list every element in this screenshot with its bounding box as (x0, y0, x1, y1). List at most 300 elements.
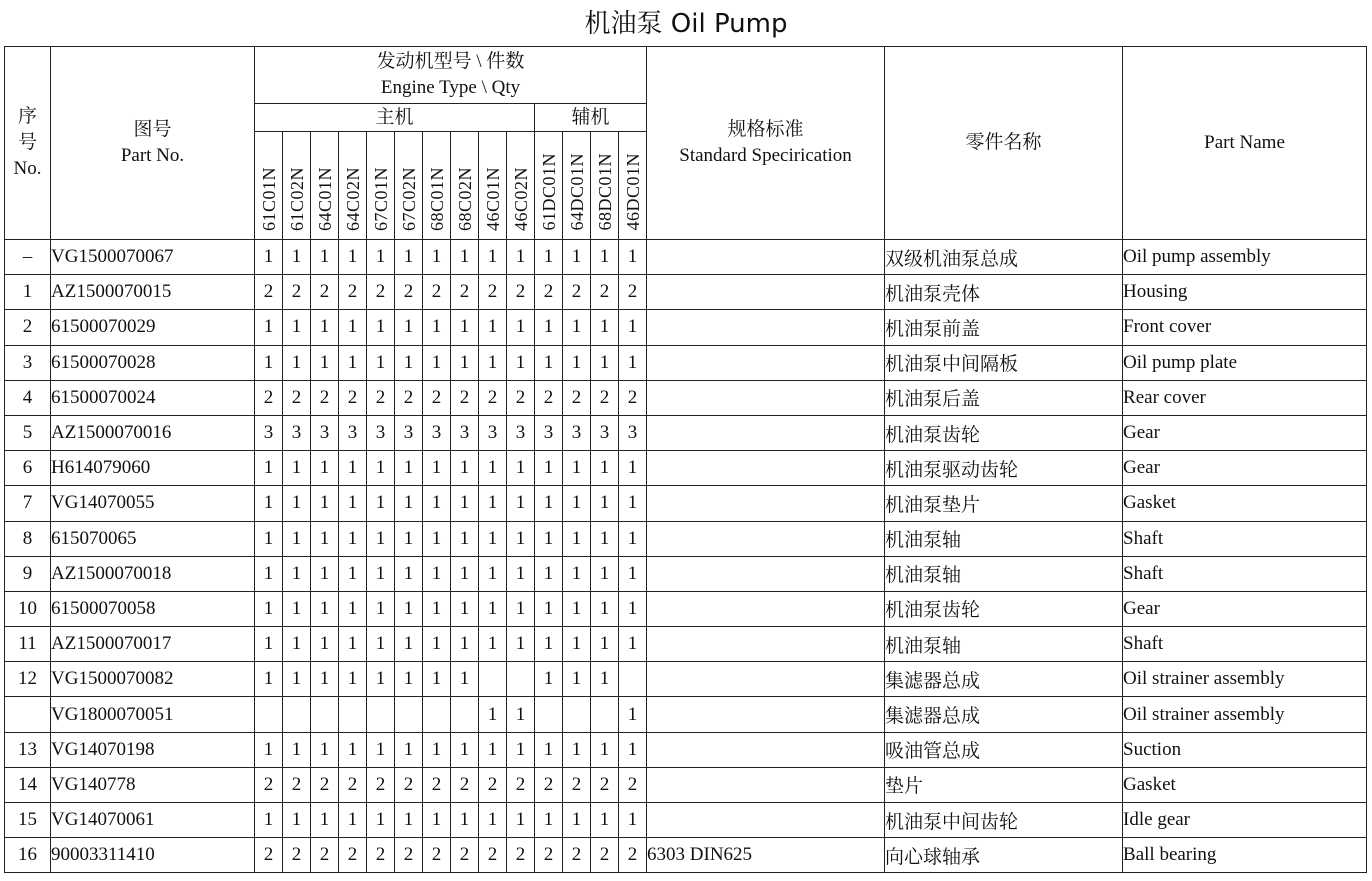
row-number: 12 (5, 662, 51, 697)
qty-cell: 2 (339, 380, 367, 415)
qty-cell: 1 (535, 591, 563, 626)
engine-type-header: 46C01N (479, 132, 507, 240)
qty-cell: 1 (339, 627, 367, 662)
part-number: AZ1500070017 (51, 627, 255, 662)
row-number (5, 697, 51, 732)
qty-cell: 2 (591, 275, 619, 310)
qty-cell: 1 (339, 662, 367, 697)
qty-cell: 1 (367, 486, 395, 521)
part-name-cn: 机油泵轴 (885, 521, 1123, 556)
qty-cell: 2 (423, 838, 451, 873)
qty-cell: 1 (367, 521, 395, 556)
qty-cell: 3 (367, 415, 395, 450)
qty-cell: 3 (563, 415, 591, 450)
part-number: AZ1500070018 (51, 556, 255, 591)
qty-cell: 1 (451, 803, 479, 838)
qty-cell: 2 (507, 767, 535, 802)
qty-cell: 2 (423, 380, 451, 415)
qty-cell: 3 (311, 415, 339, 450)
qty-cell: 1 (507, 591, 535, 626)
qty-cell: 2 (255, 767, 283, 802)
standard-spec (647, 662, 885, 697)
table-row (5, 521, 1367, 556)
part-number: VG140778 (51, 767, 255, 802)
qty-cell: 1 (507, 451, 535, 486)
qty-cell: 2 (367, 838, 395, 873)
table-row (5, 380, 1367, 415)
qty-cell: 2 (367, 380, 395, 415)
qty-cell (451, 697, 479, 732)
qty-cell: 1 (535, 345, 563, 380)
qty-cell: 1 (311, 662, 339, 697)
qty-cell (563, 697, 591, 732)
qty-cell: 1 (395, 803, 423, 838)
qty-cell: 3 (255, 415, 283, 450)
qty-cell: 1 (311, 451, 339, 486)
qty-cell: 1 (283, 591, 311, 626)
qty-cell (535, 697, 563, 732)
qty-cell: 1 (479, 240, 507, 275)
qty-cell: 2 (283, 275, 311, 310)
qty-cell: 2 (311, 275, 339, 310)
qty-cell: 1 (479, 310, 507, 345)
part-name-en: Housing (1123, 275, 1367, 310)
qty-cell: 1 (395, 732, 423, 767)
qty-cell: 1 (619, 240, 647, 275)
qty-cell: 2 (619, 380, 647, 415)
qty-cell: 1 (619, 697, 647, 732)
qty-cell: 1 (255, 345, 283, 380)
qty-cell: 1 (563, 591, 591, 626)
qty-cell: 1 (367, 556, 395, 591)
qty-cell: 1 (395, 662, 423, 697)
qty-cell: 1 (451, 627, 479, 662)
qty-cell (283, 697, 311, 732)
qty-cell: 1 (283, 240, 311, 275)
part-number: VG1500070082 (51, 662, 255, 697)
qty-cell: 1 (619, 345, 647, 380)
qty-cell: 1 (367, 591, 395, 626)
qty-cell: 2 (395, 838, 423, 873)
engine-type-header: 68C02N (451, 132, 479, 240)
qty-cell: 1 (283, 662, 311, 697)
row-number: 2 (5, 310, 51, 345)
qty-cell: 1 (311, 732, 339, 767)
row-number: 5 (5, 415, 51, 450)
table-row (5, 591, 1367, 626)
table-row (5, 662, 1367, 697)
qty-cell: 1 (507, 556, 535, 591)
qty-cell: 2 (563, 275, 591, 310)
qty-cell: 2 (479, 838, 507, 873)
qty-cell: 2 (563, 380, 591, 415)
qty-cell: 1 (479, 451, 507, 486)
row-number: 10 (5, 591, 51, 626)
qty-cell: 1 (507, 627, 535, 662)
qty-cell: 1 (367, 310, 395, 345)
standard-spec (647, 767, 885, 802)
qty-cell: 1 (283, 310, 311, 345)
standard-spec (647, 415, 885, 450)
qty-cell: 1 (255, 627, 283, 662)
qty-cell: 1 (283, 803, 311, 838)
qty-cell: 1 (619, 556, 647, 591)
qty-cell: 1 (479, 521, 507, 556)
table-row (5, 697, 1367, 732)
qty-cell: 1 (339, 486, 367, 521)
table-row (5, 803, 1367, 838)
standard-spec (647, 310, 885, 345)
part-name-cn: 机油泵中间隔板 (885, 345, 1123, 380)
qty-cell: 3 (535, 415, 563, 450)
qty-cell: 1 (255, 521, 283, 556)
qty-cell: 2 (479, 380, 507, 415)
part-name-en: Shaft (1123, 627, 1367, 662)
qty-cell: 1 (255, 591, 283, 626)
qty-cell: 1 (563, 521, 591, 556)
qty-cell: 1 (339, 803, 367, 838)
part-name-en: Gear (1123, 451, 1367, 486)
qty-cell: 1 (255, 451, 283, 486)
qty-cell: 2 (591, 767, 619, 802)
qty-cell: 1 (507, 697, 535, 732)
part-name-en: Suction (1123, 732, 1367, 767)
qty-cell: 1 (563, 451, 591, 486)
qty-cell: 1 (619, 486, 647, 521)
qty-cell: 1 (591, 486, 619, 521)
qty-cell (591, 697, 619, 732)
qty-cell: 1 (311, 240, 339, 275)
qty-cell: 1 (619, 521, 647, 556)
qty-cell: 1 (339, 310, 367, 345)
qty-cell: 2 (451, 275, 479, 310)
qty-cell: 3 (283, 415, 311, 450)
part-number: 615070065 (51, 521, 255, 556)
qty-cell: 2 (535, 838, 563, 873)
qty-cell: 2 (535, 767, 563, 802)
standard-spec (647, 556, 885, 591)
qty-cell: 1 (311, 556, 339, 591)
qty-cell: 3 (479, 415, 507, 450)
header-standard-spec: 规格标准 Standard Specirication (647, 47, 885, 240)
qty-cell: 1 (423, 556, 451, 591)
part-name-en: Oil strainer assembly (1123, 662, 1367, 697)
qty-cell: 1 (255, 486, 283, 521)
row-number: 13 (5, 732, 51, 767)
part-number: VG1800070051 (51, 697, 255, 732)
qty-cell: 1 (339, 556, 367, 591)
part-name-cn: 集滤器总成 (885, 662, 1123, 697)
qty-cell: 1 (535, 803, 563, 838)
qty-cell: 2 (451, 380, 479, 415)
standard-spec (647, 380, 885, 415)
part-name-cn: 向心球轴承 (885, 838, 1123, 873)
row-number: 8 (5, 521, 51, 556)
standard-spec: 6303 DIN625 (647, 838, 885, 873)
qty-cell: 1 (535, 556, 563, 591)
qty-cell: 1 (255, 310, 283, 345)
qty-cell: 1 (395, 310, 423, 345)
qty-cell: 2 (339, 275, 367, 310)
qty-cell: 1 (339, 732, 367, 767)
qty-cell: 1 (255, 556, 283, 591)
standard-spec (647, 275, 885, 310)
part-number: 61500070024 (51, 380, 255, 415)
qty-cell: 1 (619, 451, 647, 486)
qty-cell: 2 (339, 838, 367, 873)
qty-cell: 3 (591, 415, 619, 450)
engine-type-header: 64C02N (339, 132, 367, 240)
engine-type-header: 46DC01N (619, 132, 647, 240)
qty-cell: 1 (255, 662, 283, 697)
qty-cell (507, 662, 535, 697)
qty-cell: 2 (283, 380, 311, 415)
qty-cell: 1 (591, 591, 619, 626)
qty-cell: 1 (451, 521, 479, 556)
qty-cell: 1 (451, 662, 479, 697)
qty-cell: 1 (311, 803, 339, 838)
qty-cell: 1 (479, 345, 507, 380)
part-name-en: Oil strainer assembly (1123, 697, 1367, 732)
qty-cell: 1 (395, 240, 423, 275)
row-number: – (5, 240, 51, 275)
qty-cell: 1 (423, 345, 451, 380)
row-number: 3 (5, 345, 51, 380)
part-name-en: Gasket (1123, 486, 1367, 521)
row-number: 16 (5, 838, 51, 873)
qty-cell: 2 (255, 838, 283, 873)
header-main-engine: 主机 (255, 104, 535, 132)
qty-cell: 1 (367, 451, 395, 486)
table-row (5, 240, 1367, 275)
qty-cell: 1 (255, 732, 283, 767)
qty-cell: 2 (563, 838, 591, 873)
table-row (5, 451, 1367, 486)
parts-table (4, 46, 1367, 873)
qty-cell: 1 (507, 803, 535, 838)
qty-cell: 1 (367, 240, 395, 275)
qty-cell: 1 (423, 486, 451, 521)
qty-cell: 1 (507, 345, 535, 380)
qty-cell: 1 (619, 591, 647, 626)
qty-cell: 1 (507, 310, 535, 345)
qty-cell: 1 (479, 486, 507, 521)
qty-cell: 1 (479, 556, 507, 591)
qty-cell: 1 (423, 521, 451, 556)
row-number: 14 (5, 767, 51, 802)
qty-cell: 1 (591, 451, 619, 486)
qty-cell: 1 (395, 451, 423, 486)
qty-cell: 1 (423, 662, 451, 697)
qty-cell: 1 (367, 803, 395, 838)
qty-cell: 1 (395, 486, 423, 521)
qty-cell: 1 (535, 486, 563, 521)
qty-cell: 2 (311, 838, 339, 873)
table-row (5, 732, 1367, 767)
qty-cell: 2 (451, 767, 479, 802)
standard-spec (647, 451, 885, 486)
part-number: 61500070028 (51, 345, 255, 380)
standard-spec (647, 240, 885, 275)
part-number: VG14070055 (51, 486, 255, 521)
qty-cell: 2 (311, 380, 339, 415)
standard-spec (647, 803, 885, 838)
qty-cell: 1 (339, 521, 367, 556)
qty-cell: 1 (507, 486, 535, 521)
engine-type-header: 68DC01N (591, 132, 619, 240)
table-row (5, 627, 1367, 662)
qty-cell: 1 (535, 310, 563, 345)
qty-cell: 1 (619, 803, 647, 838)
qty-cell: 1 (591, 662, 619, 697)
qty-cell: 1 (283, 556, 311, 591)
qty-cell: 3 (507, 415, 535, 450)
qty-cell: 1 (619, 627, 647, 662)
qty-cell: 1 (591, 345, 619, 380)
qty-cell: 1 (619, 310, 647, 345)
qty-cell: 2 (451, 838, 479, 873)
part-name-en: Oil pump assembly (1123, 240, 1367, 275)
qty-cell (255, 697, 283, 732)
qty-cell: 3 (339, 415, 367, 450)
part-number: 90003311410 (51, 838, 255, 873)
qty-cell: 1 (311, 310, 339, 345)
part-name-cn: 机油泵后盖 (885, 380, 1123, 415)
engine-type-header: 68C01N (423, 132, 451, 240)
qty-cell: 1 (283, 627, 311, 662)
part-name-en: Gear (1123, 415, 1367, 450)
part-number: 61500070029 (51, 310, 255, 345)
qty-cell: 1 (255, 240, 283, 275)
part-name-cn: 垫片 (885, 767, 1123, 802)
row-number: 6 (5, 451, 51, 486)
row-number: 9 (5, 556, 51, 591)
row-number: 7 (5, 486, 51, 521)
qty-cell: 1 (619, 732, 647, 767)
table-row (5, 310, 1367, 345)
qty-cell: 1 (563, 627, 591, 662)
qty-cell: 1 (563, 310, 591, 345)
qty-cell: 1 (311, 345, 339, 380)
part-name-en: Gear (1123, 591, 1367, 626)
qty-cell: 1 (395, 556, 423, 591)
qty-cell: 1 (563, 240, 591, 275)
qty-cell: 1 (479, 697, 507, 732)
row-number: 11 (5, 627, 51, 662)
qty-cell: 1 (451, 556, 479, 591)
qty-cell: 1 (423, 803, 451, 838)
engine-type-header: 61C02N (283, 132, 311, 240)
qty-cell: 1 (535, 627, 563, 662)
qty-cell: 1 (367, 627, 395, 662)
qty-cell: 2 (563, 767, 591, 802)
qty-cell: 1 (563, 345, 591, 380)
part-number: 61500070058 (51, 591, 255, 626)
qty-cell: 3 (451, 415, 479, 450)
qty-cell: 1 (311, 486, 339, 521)
qty-cell: 1 (339, 240, 367, 275)
qty-cell: 1 (451, 310, 479, 345)
qty-cell: 1 (451, 732, 479, 767)
qty-cell: 1 (283, 732, 311, 767)
qty-cell: 2 (367, 767, 395, 802)
standard-spec (647, 732, 885, 767)
part-name-cn: 机油泵轴 (885, 627, 1123, 662)
qty-cell: 1 (535, 451, 563, 486)
qty-cell: 2 (507, 275, 535, 310)
qty-cell: 1 (255, 803, 283, 838)
qty-cell: 1 (451, 451, 479, 486)
qty-cell: 2 (395, 275, 423, 310)
qty-cell: 1 (283, 451, 311, 486)
qty-cell: 1 (591, 732, 619, 767)
qty-cell: 1 (367, 345, 395, 380)
qty-cell: 1 (591, 310, 619, 345)
engine-type-header: 61DC01N (535, 132, 563, 240)
part-name-cn: 吸油管总成 (885, 732, 1123, 767)
part-name-en: Ball bearing (1123, 838, 1367, 873)
part-number: AZ1500070015 (51, 275, 255, 310)
standard-spec (647, 345, 885, 380)
row-number: 15 (5, 803, 51, 838)
qty-cell: 1 (507, 521, 535, 556)
header-aux-engine: 辅机 (535, 104, 647, 132)
qty-cell: 1 (591, 803, 619, 838)
qty-cell: 1 (535, 662, 563, 697)
header-engine-type-qty: 发动机型号 \ 件数 Engine Type \ Qty (255, 47, 647, 104)
qty-cell: 2 (591, 380, 619, 415)
page-title: 机油泵 Oil Pump (584, 9, 788, 39)
qty-cell: 3 (395, 415, 423, 450)
qty-cell (479, 662, 507, 697)
qty-cell: 2 (507, 380, 535, 415)
qty-cell (367, 697, 395, 732)
qty-cell: 1 (535, 732, 563, 767)
qty-cell: 3 (423, 415, 451, 450)
qty-cell: 1 (367, 732, 395, 767)
qty-cell: 2 (591, 838, 619, 873)
qty-cell: 1 (423, 627, 451, 662)
qty-cell: 3 (619, 415, 647, 450)
qty-cell: 2 (423, 275, 451, 310)
part-number: AZ1500070016 (51, 415, 255, 450)
table-row (5, 767, 1367, 802)
qty-cell: 1 (507, 732, 535, 767)
qty-cell: 1 (311, 591, 339, 626)
part-name-cn: 机油泵齿轮 (885, 415, 1123, 450)
qty-cell: 2 (367, 275, 395, 310)
qty-cell: 2 (255, 275, 283, 310)
part-name-cn: 机油泵驱动齿轮 (885, 451, 1123, 486)
qty-cell: 1 (563, 556, 591, 591)
engine-type-header: 67C02N (395, 132, 423, 240)
qty-cell (423, 697, 451, 732)
header-part-no: 图号 Part No. (51, 47, 255, 240)
part-number: VG14070061 (51, 803, 255, 838)
qty-cell: 1 (563, 803, 591, 838)
part-name-cn: 集滤器总成 (885, 697, 1123, 732)
table-row (5, 486, 1367, 521)
qty-cell: 1 (563, 662, 591, 697)
qty-cell: 2 (619, 275, 647, 310)
qty-cell (395, 697, 423, 732)
qty-cell: 1 (451, 591, 479, 626)
part-name-en: Gasket (1123, 767, 1367, 802)
part-name-cn: 机油泵前盖 (885, 310, 1123, 345)
part-name-en: Oil pump plate (1123, 345, 1367, 380)
engine-type-header: 64C01N (311, 132, 339, 240)
qty-cell: 1 (283, 521, 311, 556)
